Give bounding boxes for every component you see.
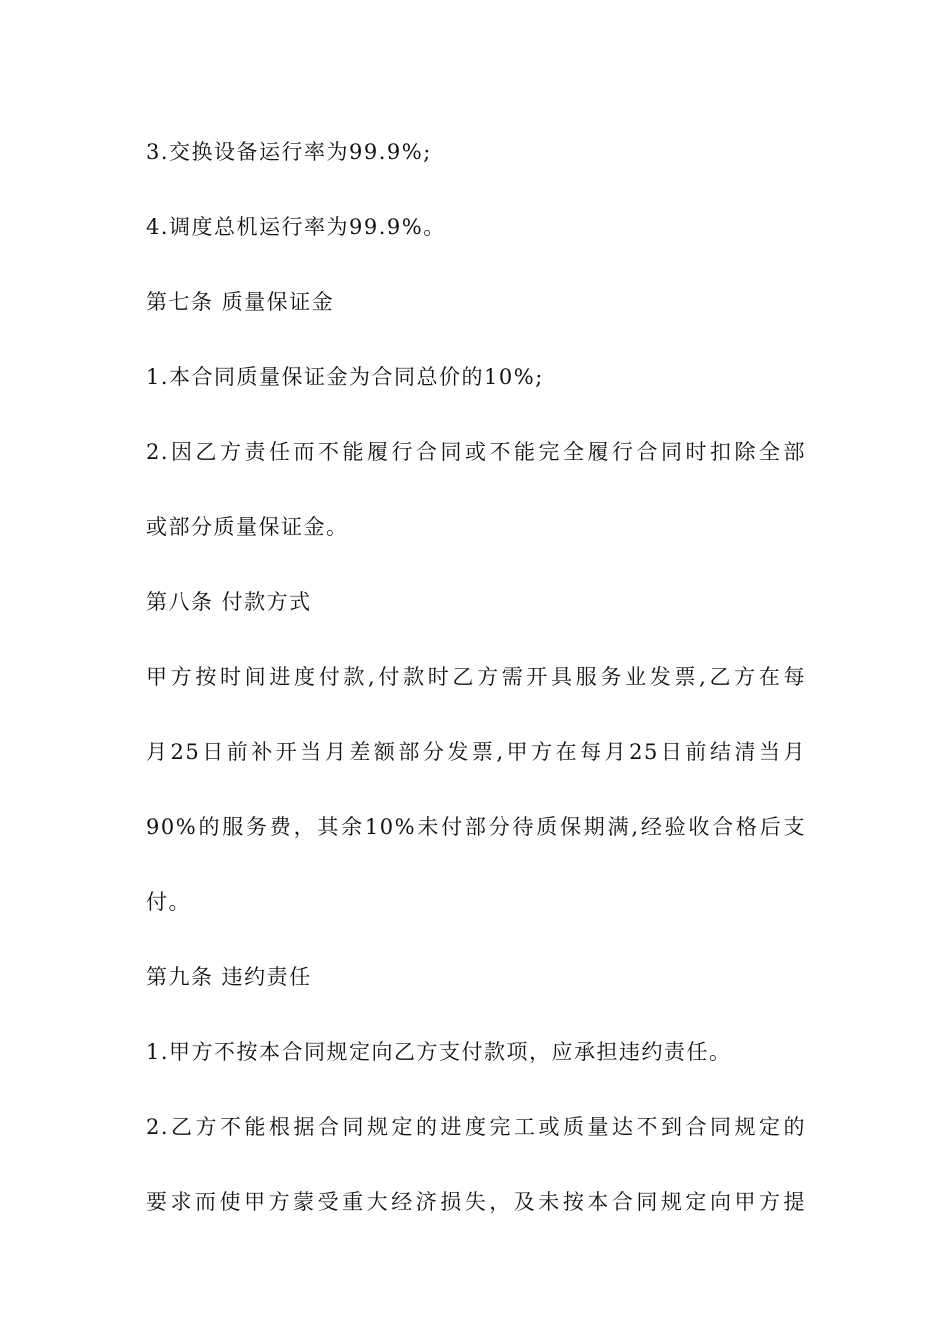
clause-9-item-2-line-2: 要求而使甲方蒙受重大经济损失，及未按本合同规定向甲方提: [146, 1190, 806, 1214]
clause-6-item-3: 3.交换设备运行率为99.9%;: [146, 140, 432, 164]
clause-7-item-1: 1.本合同质量保证金为合同总价的10%;: [146, 365, 544, 389]
clause-7-item-2-line-2: 或部分质量保证金。: [146, 515, 349, 539]
clause-9-item-2-line-1: 2.乙方不能根据合同规定的进度完工或质量达不到合同规定的: [146, 1115, 806, 1139]
clause-8-heading: 第八条 付款方式: [146, 590, 312, 614]
clause-9-heading: 第九条 违约责任: [146, 965, 312, 989]
clause-7-heading: 第七条 质量保证金: [146, 290, 335, 314]
clause-6-item-4: 4.调度总机运行率为99.9%。: [146, 215, 446, 239]
clause-8-paragraph-line-3: 90%的服务费，其余10%未付部分待质保期满,经验收合格后支: [146, 815, 806, 839]
clause-8-paragraph-line-2: 月25日前补开当月差额部分发票,甲方在每月25日前结清当月: [146, 740, 806, 764]
clause-9-item-1: 1.甲方不按本合同规定向乙方支付款项，应承担违约责任。: [146, 1040, 732, 1064]
clause-8-paragraph-line-1: 甲方按时间进度付款,付款时乙方需开具服务业发票,乙方在每: [146, 665, 806, 689]
clause-7-item-2-line-1: 2.因乙方责任而不能履行合同或不能完全履行合同时扣除全部: [146, 440, 806, 464]
clause-8-paragraph-line-4: 付。: [146, 890, 191, 914]
